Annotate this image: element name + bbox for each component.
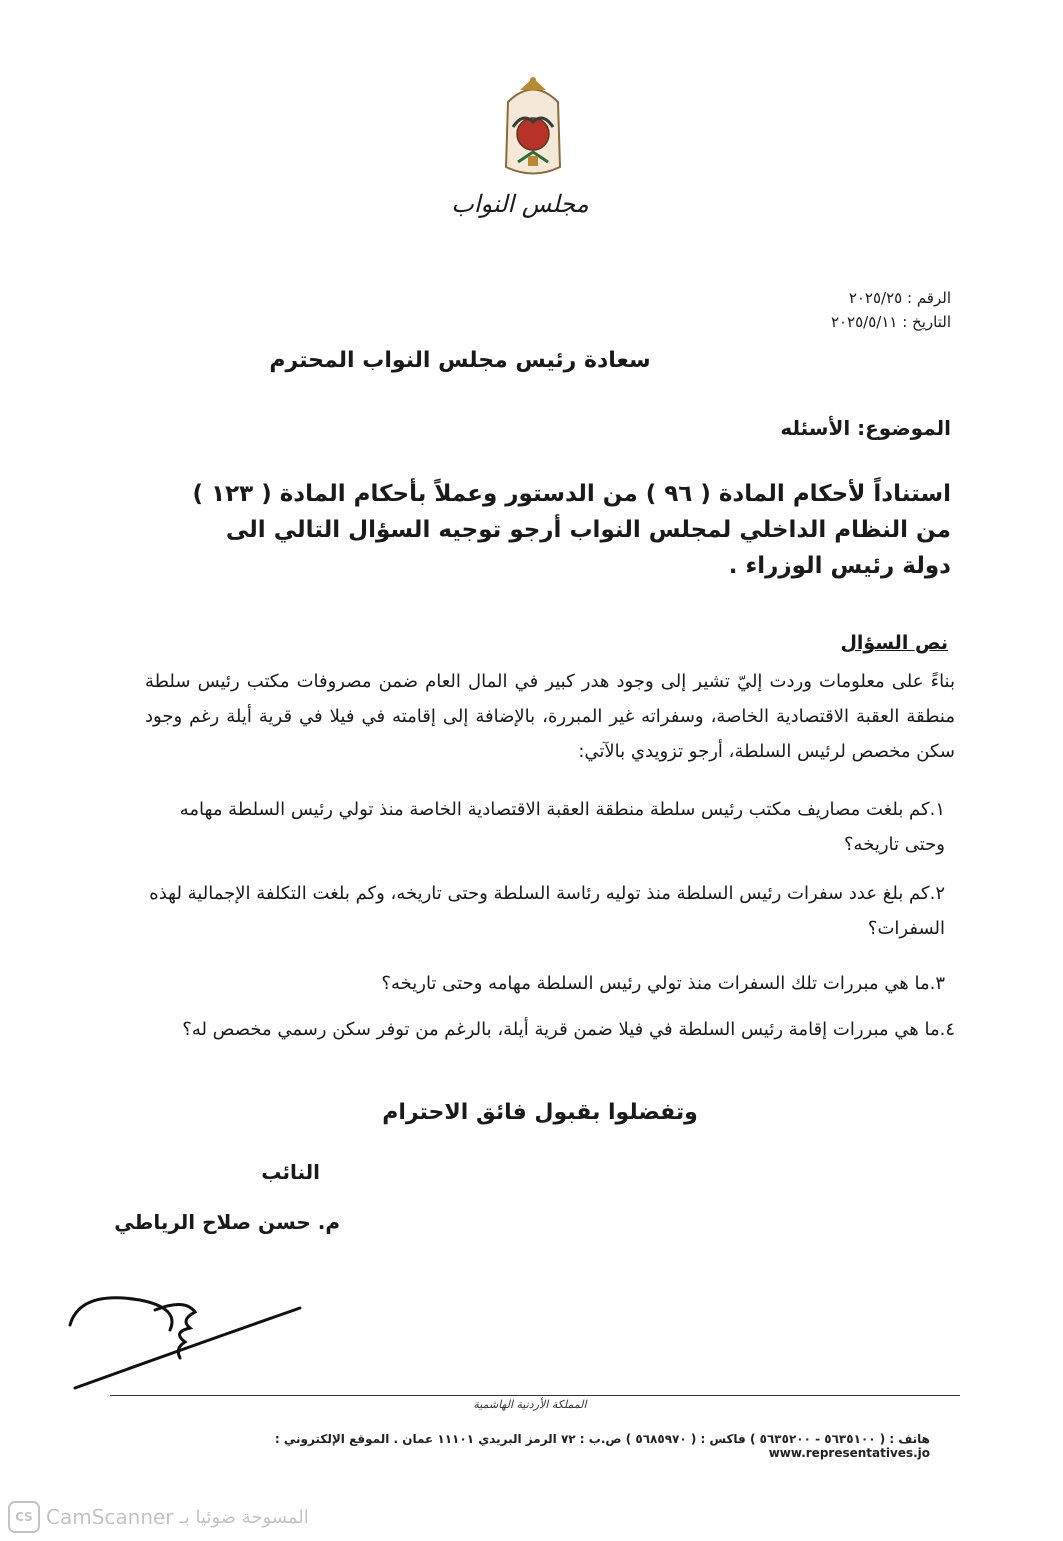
question-item: ٣.ما هي مبررات تلك السفرات منذ تولي رئيس السلطة مهامه وحتى تاريخه؟ [381,973,945,994]
coat-of-arms-emblem [488,72,578,182]
closing-line: وتفضلوا بقبول فائق الاحترام [382,1100,698,1125]
camscanner-arabic-label: المسوحة ضوئيا بـ [179,1506,309,1528]
footer-contact: هاتف : ( ٥٦٣٥١٠٠ - ٥٦٣٥٢٠٠ ) فاكس : ( ٥٦٨٥٩٧٠ ) ص.ب : ٧٢ الرمز البريدي ١١١٠١ عمان . الموقع الإلكتروني : www.representatives.jo [274,1432,930,1460]
reference-date-value: ٢٠٢٥/٥/١١ [830,313,898,331]
scanner-watermark [8,1500,309,1534]
reference-number-value: ٢٠٢٥/٢٥ [848,289,903,307]
question-heading: نص السؤال [840,632,948,654]
camscanner-logo-icon: CS [8,1501,40,1533]
reference-number-label: الرقم : [907,289,951,307]
reference-date-row [631,310,951,334]
intro-paragraph: استناداً لأحكام المادة ( ٩٦ ) من الدستور وعملاً بأحكام المادة ( ١٢٣ ) من النظام الداخلي لمجلس النواب أرجو توجيه السؤال التالي الى دولة رئيس الوزراء . [192,481,951,579]
signatory-title: النائب [261,1160,320,1184]
camscanner-label: CamScanner [46,1505,174,1529]
question-item: ٤.ما هي مبررات إقامة رئيس السلطة في فيلا ضمن قرية أيلة، بالرغم من توفر سكن رسمي مخصص له؟ [182,1019,955,1040]
reference-date-label: التاريخ : [902,313,951,331]
subject-line: الموضوع: الأسئله [780,416,951,440]
council-name-logo: مجلس النواب [451,190,589,218]
signatory-name: م. حسن صلاح الرياطي [114,1210,340,1234]
reference-number-row [631,286,951,310]
handwritten-signature [60,1270,320,1400]
question-item: ١.كم بلغت مصاريف مكتب رئيس سلطة منطقة العقبة الاقتصادية الخاصة منذ تولي رئيس السلطة مهامه وحتى تاريخه؟ [179,799,945,855]
footer-divider [110,1395,960,1396]
question-item: ٢.كم بلغ عدد سفرات رئيس السلطة منذ توليه رئاسة السلطة وحتى تاريخه، وكم بلغت التكلفة الإجمالية لهذه السفرات؟ [149,883,945,939]
addressee-heading: سعادة رئيس مجلس النواب المحترم [269,348,651,373]
footer-kingdom: المملكة الأردنية الهاشمية [473,1398,587,1411]
question-body: بناءً على معلومات وردت إليّ تشير إلى وجود هدر كبير في المال العام ضمن مصروفات مكتب رئيس سلطة منطقة العقبة الاقتصادية الخاصة، وسفراته غير المبررة، بالإضافة إلى إقامته في فيلا في قرية أيلة رغم وجود سكن مخصص لرئيس السلطة، أرجو تزويدي بالآتي: [145,671,955,762]
reference-block [631,286,951,334]
